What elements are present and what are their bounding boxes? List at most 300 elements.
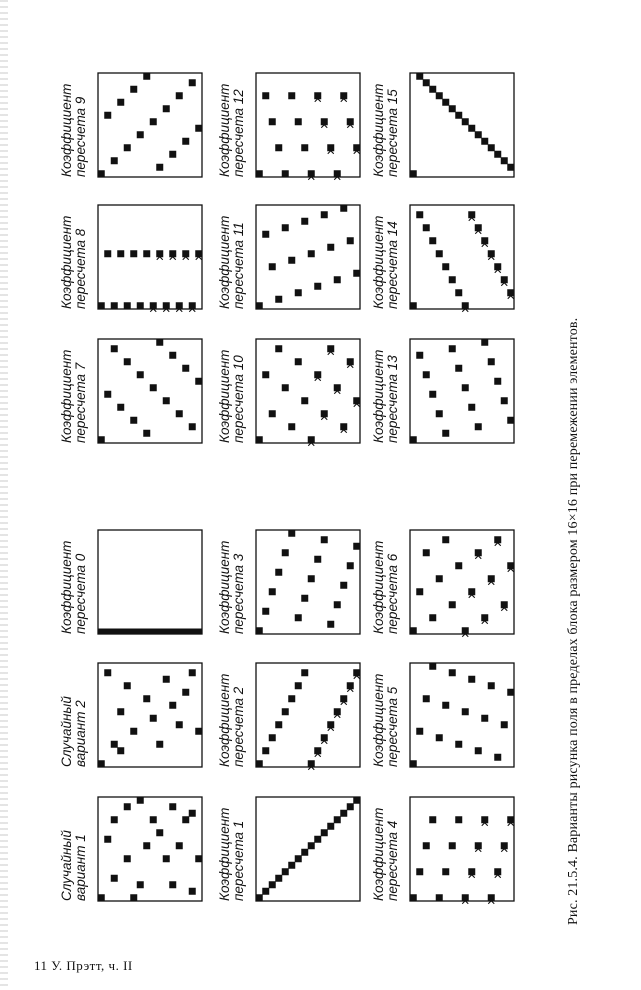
field-dot xyxy=(169,151,176,158)
panel-frame xyxy=(410,530,514,634)
field-dot xyxy=(501,157,508,164)
field-dot xyxy=(150,302,157,309)
panel-label: Коэффициент пересчета 12 xyxy=(217,83,247,177)
field-dot xyxy=(423,695,430,702)
field-dot xyxy=(481,816,488,823)
field-dot xyxy=(429,391,436,398)
field-dot xyxy=(143,695,150,702)
field-dot xyxy=(334,384,341,391)
field-dot xyxy=(462,384,469,391)
field-dot xyxy=(321,211,328,218)
field-dot xyxy=(182,138,189,145)
field-dot xyxy=(104,836,111,843)
field-dot xyxy=(488,250,495,257)
field-dot xyxy=(334,816,341,823)
field-dot xyxy=(182,816,189,823)
field-dot xyxy=(137,131,144,138)
field-dot xyxy=(468,125,475,132)
field-dot xyxy=(308,842,315,849)
field-dot xyxy=(282,224,289,231)
field-dot xyxy=(143,842,150,849)
field-dot xyxy=(462,118,469,125)
field-dot xyxy=(494,378,501,385)
field-dot xyxy=(475,131,482,138)
panel-label: Случайный вариант 1 xyxy=(59,830,89,901)
panel-coef-1 xyxy=(256,797,361,902)
corner-mark xyxy=(257,304,262,308)
field-dot xyxy=(455,365,462,372)
field-dot xyxy=(111,875,118,882)
field-dot xyxy=(308,436,315,443)
field-dot xyxy=(468,676,475,683)
field-dot xyxy=(104,669,111,676)
panel-coef-9 xyxy=(98,73,203,178)
field-dot xyxy=(163,676,170,683)
field-dot xyxy=(442,99,449,106)
field-dot xyxy=(501,276,508,283)
field-dot xyxy=(156,339,163,346)
field-dot xyxy=(288,423,295,430)
field-dot xyxy=(455,741,462,748)
panel-coef-0 xyxy=(98,530,202,634)
field-dot xyxy=(275,345,282,352)
field-dot xyxy=(282,868,289,875)
field-dot xyxy=(347,562,354,569)
field-dot xyxy=(468,211,475,218)
field-dot xyxy=(262,608,269,615)
field-dot xyxy=(314,283,321,290)
field-dot xyxy=(314,747,321,754)
field-dot xyxy=(163,105,170,112)
field-dot xyxy=(111,741,118,748)
field-dot xyxy=(449,842,456,849)
field-dot xyxy=(327,621,334,628)
field-dot xyxy=(189,888,196,895)
field-dot xyxy=(314,371,321,378)
field-dot xyxy=(288,257,295,264)
field-dot xyxy=(195,378,202,385)
corner-mark xyxy=(411,304,416,308)
panel-label: Коэффициент пересчета 7 xyxy=(59,349,89,443)
field-dot xyxy=(462,708,469,715)
field-dot xyxy=(353,797,360,804)
field-dot xyxy=(156,164,163,171)
field-dot xyxy=(301,849,308,856)
field-dot xyxy=(295,358,302,365)
field-dot xyxy=(334,601,341,608)
field-dot xyxy=(423,371,430,378)
panel-label: Случайный вариант 2 xyxy=(59,696,89,767)
field-dot xyxy=(507,417,514,424)
field-dot xyxy=(442,263,449,270)
field-dot xyxy=(423,549,430,556)
panel-label: Коэффициент пересчета 15 xyxy=(371,83,401,177)
field-dot xyxy=(436,250,443,257)
field-dot xyxy=(347,803,354,810)
field-dot xyxy=(462,627,469,634)
corner-mark xyxy=(411,438,416,442)
panel-label: Коэффициент пересчета 13 xyxy=(371,349,401,443)
panel-coef-10 xyxy=(256,339,361,446)
field-dot xyxy=(262,231,269,238)
field-dot xyxy=(130,86,137,93)
field-dot xyxy=(442,702,449,709)
field-dot xyxy=(481,138,488,145)
panel-label: Коэффициент пересчета 14 xyxy=(371,215,401,309)
field-dot xyxy=(124,803,131,810)
field-dot xyxy=(481,339,488,346)
field-dot xyxy=(117,747,124,754)
field-dot xyxy=(163,397,170,404)
panel-frame xyxy=(256,663,360,767)
field-dot xyxy=(269,734,276,741)
field-dot xyxy=(163,855,170,862)
field-dot xyxy=(334,276,341,283)
field-dot xyxy=(321,410,328,417)
field-dot xyxy=(143,430,150,437)
field-dot xyxy=(156,250,163,257)
field-dot xyxy=(124,144,131,151)
field-dot xyxy=(104,391,111,398)
field-dot xyxy=(462,302,469,309)
field-dot xyxy=(423,79,430,86)
field-dot xyxy=(137,302,144,309)
field-dot xyxy=(455,816,462,823)
field-dot xyxy=(340,92,347,99)
corner-mark xyxy=(99,438,104,442)
field-dot xyxy=(288,695,295,702)
field-dot xyxy=(327,345,334,352)
field-dot xyxy=(321,734,328,741)
field-dot xyxy=(189,423,196,430)
field-dot xyxy=(182,250,189,257)
field-dot xyxy=(301,218,308,225)
field-dot xyxy=(143,250,150,257)
field-dot xyxy=(189,79,196,86)
field-dot xyxy=(494,536,501,543)
field-dot xyxy=(314,836,321,843)
field-dot xyxy=(269,118,276,125)
field-dot xyxy=(262,747,269,754)
field-dot xyxy=(449,345,456,352)
field-dot xyxy=(130,894,137,901)
field-dot xyxy=(288,862,295,869)
field-dot xyxy=(275,144,282,151)
panel-coef-5 xyxy=(410,663,515,768)
field-dot xyxy=(494,263,501,270)
field-dot xyxy=(104,112,111,119)
field-dot xyxy=(111,157,118,164)
field-dot xyxy=(436,410,443,417)
field-dot xyxy=(468,588,475,595)
field-dot xyxy=(347,118,354,125)
field-dot xyxy=(416,728,423,735)
field-dot xyxy=(314,556,321,563)
field-dot xyxy=(195,250,202,257)
field-dot xyxy=(275,721,282,728)
field-dot xyxy=(416,588,423,595)
field-dot xyxy=(455,112,462,119)
field-dot xyxy=(347,682,354,689)
field-dot xyxy=(169,250,176,257)
field-dot xyxy=(436,894,443,901)
field-dot xyxy=(314,92,321,99)
field-dot xyxy=(416,211,423,218)
field-dot xyxy=(308,760,315,767)
field-dot xyxy=(143,73,150,80)
field-dot xyxy=(449,601,456,608)
field-dot xyxy=(176,302,183,309)
field-dot xyxy=(295,682,302,689)
field-dot xyxy=(494,151,501,158)
field-dot xyxy=(301,595,308,602)
field-dot xyxy=(429,614,436,621)
field-dot xyxy=(308,170,315,177)
field-dot xyxy=(455,289,462,296)
field-dot xyxy=(327,244,334,251)
field-dot xyxy=(416,73,423,80)
field-dot xyxy=(275,296,282,303)
field-dot xyxy=(282,549,289,556)
field-dot xyxy=(436,92,443,99)
field-dot xyxy=(353,669,360,676)
corner-mark xyxy=(99,896,104,900)
field-dot xyxy=(308,575,315,582)
panel-label: Коэффициент пересчета 9 xyxy=(59,83,89,177)
panel-random-2 xyxy=(98,663,203,767)
field-dot xyxy=(436,734,443,741)
field-dot xyxy=(176,842,183,849)
field-dot xyxy=(507,164,514,171)
field-dot xyxy=(507,689,514,696)
field-dot xyxy=(195,125,202,132)
field-dot xyxy=(169,803,176,810)
field-dot xyxy=(423,224,430,231)
field-dot xyxy=(442,430,449,437)
field-dot xyxy=(104,250,111,257)
field-dot xyxy=(301,144,308,151)
corner-mark xyxy=(257,172,262,176)
field-dot xyxy=(494,754,501,761)
field-dot xyxy=(295,118,302,125)
field-dot xyxy=(137,371,144,378)
field-dot xyxy=(416,868,423,875)
field-dot xyxy=(429,86,436,93)
field-dot xyxy=(269,588,276,595)
field-dot xyxy=(150,118,157,125)
field-dot xyxy=(488,358,495,365)
corner-mark xyxy=(411,896,416,900)
field-dot xyxy=(442,868,449,875)
field-dot xyxy=(481,237,488,244)
panel-label: Коэффициент пересчета 0 xyxy=(59,540,89,634)
field-dot xyxy=(340,423,347,430)
panel-coef-6 xyxy=(410,530,515,637)
field-dot xyxy=(462,894,469,901)
field-dot xyxy=(475,549,482,556)
field-dot xyxy=(475,423,482,430)
field-dot xyxy=(347,358,354,365)
field-dot xyxy=(150,384,157,391)
field-dot xyxy=(269,263,276,270)
field-dot xyxy=(488,894,495,901)
panel-coef-2 xyxy=(256,663,361,770)
field-dot xyxy=(156,741,163,748)
panel-label: Коэффициент пересчета 4 xyxy=(371,807,401,901)
field-dot xyxy=(301,397,308,404)
field-dot xyxy=(282,708,289,715)
field-dot xyxy=(481,715,488,722)
field-dot xyxy=(137,881,144,888)
field-dot xyxy=(117,99,124,106)
field-dot xyxy=(189,810,196,817)
field-dot xyxy=(269,881,276,888)
field-dot xyxy=(416,352,423,359)
field-dot xyxy=(169,881,176,888)
corner-mark xyxy=(257,438,262,442)
field-dot xyxy=(449,276,456,283)
field-dot xyxy=(182,365,189,372)
field-dot xyxy=(475,842,482,849)
field-dot xyxy=(295,855,302,862)
field-dot xyxy=(288,530,295,537)
corner-mark xyxy=(257,629,262,633)
panel-label: Коэффициент пересчета 11 xyxy=(217,215,247,309)
panel-label: Коэффициент пересчета 5 xyxy=(371,673,401,767)
field-dot xyxy=(488,575,495,582)
panel-label: Коэффициент пересчета 10 xyxy=(217,349,247,443)
panel-coef-7 xyxy=(98,339,203,444)
field-dot xyxy=(117,404,124,411)
field-dot xyxy=(169,702,176,709)
field-dot xyxy=(111,302,118,309)
field-dot xyxy=(262,92,269,99)
field-dot xyxy=(321,536,328,543)
field-dot xyxy=(455,562,462,569)
field-dot xyxy=(282,170,289,177)
field-dot xyxy=(449,669,456,676)
field-dot xyxy=(189,302,196,309)
field-dot xyxy=(321,829,328,836)
field-dot xyxy=(429,237,436,244)
figure-caption: Рис. 21.5.4. Варианты рисунка поля в пределах блока размером 16×16 при перемежении элементов. xyxy=(566,317,581,925)
field-dot xyxy=(353,270,360,277)
field-dot xyxy=(327,144,334,151)
field-dot xyxy=(275,875,282,882)
field-dot xyxy=(163,302,170,309)
panel-random-1 xyxy=(98,797,203,902)
field-dot xyxy=(488,144,495,151)
field-dot xyxy=(130,250,137,257)
field-dot xyxy=(501,397,508,404)
field-dot xyxy=(488,682,495,689)
field-dot xyxy=(262,888,269,895)
field-dot xyxy=(507,562,514,569)
field-dot xyxy=(507,816,514,823)
field-dot xyxy=(301,669,308,676)
field-dot xyxy=(321,118,328,125)
panel-coef-14 xyxy=(410,205,515,312)
corner-mark xyxy=(99,172,104,176)
field-dot xyxy=(176,92,183,99)
corner-mark xyxy=(411,629,416,633)
field-dot xyxy=(449,105,456,112)
field-dot xyxy=(501,721,508,728)
field-dot xyxy=(282,384,289,391)
panel-coef-8 xyxy=(98,205,203,312)
field-dot xyxy=(353,144,360,151)
field-dot xyxy=(269,410,276,417)
panel-label: Коэффициент пересчета 1 xyxy=(217,807,247,901)
field-dot xyxy=(507,289,514,296)
field-dot xyxy=(295,289,302,296)
field-dot xyxy=(340,810,347,817)
panel-label: Коэффициент пересчета 3 xyxy=(217,540,247,634)
field-dot xyxy=(501,601,508,608)
field-dot xyxy=(124,682,131,689)
field-dot xyxy=(176,410,183,417)
field-dot xyxy=(156,829,163,836)
panel-frame xyxy=(98,530,202,634)
page-footer: 11 У. Прэтт, ч. II xyxy=(34,958,133,973)
field-dot xyxy=(195,855,202,862)
field-dot xyxy=(182,689,189,696)
panel-coef-11 xyxy=(256,205,361,310)
field-dot xyxy=(275,569,282,576)
panel-coef-3 xyxy=(256,530,361,635)
bar-mark xyxy=(98,629,202,635)
field-dot xyxy=(353,543,360,550)
field-dot xyxy=(429,816,436,823)
field-dot xyxy=(308,250,315,257)
field-dot xyxy=(501,842,508,849)
corner-mark xyxy=(99,762,104,766)
field-dot xyxy=(340,695,347,702)
field-dot xyxy=(111,816,118,823)
field-dot xyxy=(481,614,488,621)
field-dot xyxy=(124,855,131,862)
corner-mark xyxy=(411,762,416,766)
panel-coef-13 xyxy=(410,339,515,444)
field-dot xyxy=(334,170,341,177)
field-dot xyxy=(150,816,157,823)
field-dot xyxy=(327,721,334,728)
field-dot xyxy=(494,868,501,875)
field-dot xyxy=(423,842,430,849)
field-dot xyxy=(340,205,347,212)
field-dot xyxy=(117,708,124,715)
field-dot xyxy=(150,715,157,722)
corner-mark xyxy=(257,896,262,900)
field-dot xyxy=(189,669,196,676)
field-dot xyxy=(353,397,360,404)
corner-mark xyxy=(257,762,262,766)
field-dot xyxy=(468,868,475,875)
panel-coef-15 xyxy=(410,73,515,178)
field-dot xyxy=(327,823,334,830)
field-dot xyxy=(130,728,137,735)
field-dot xyxy=(137,797,144,804)
field-dot xyxy=(442,536,449,543)
corner-mark xyxy=(99,304,104,308)
field-dot xyxy=(295,614,302,621)
field-dot xyxy=(262,371,269,378)
field-dot xyxy=(124,358,131,365)
panel-label: Коэффициент пересчета 6 xyxy=(371,540,401,634)
field-dot xyxy=(340,582,347,589)
field-dot xyxy=(176,721,183,728)
field-dot xyxy=(195,728,202,735)
